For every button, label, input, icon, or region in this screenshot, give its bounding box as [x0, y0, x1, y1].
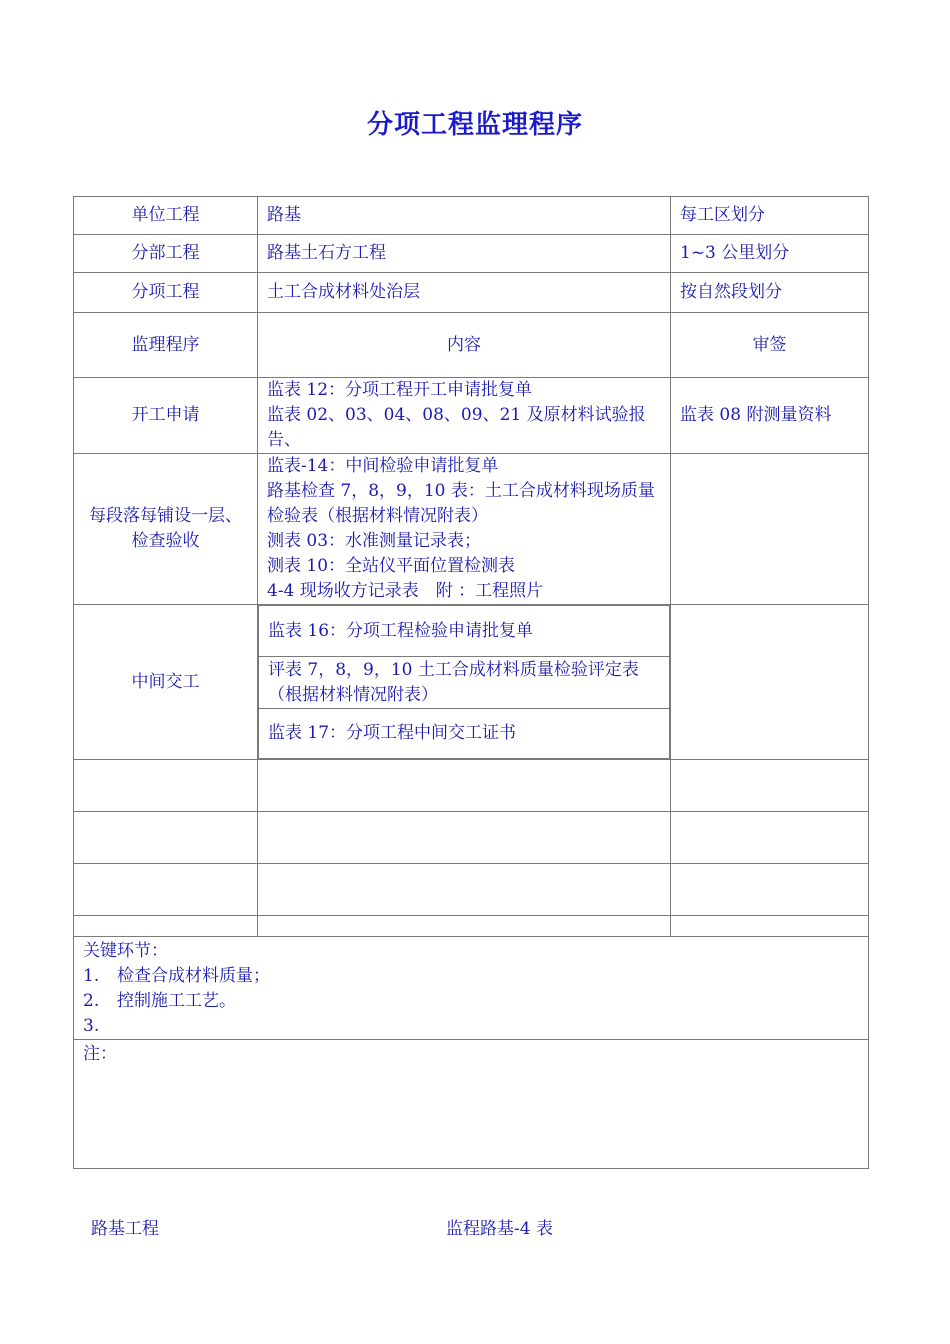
- content-line: 路基检查 7，8，9，10 表：土工合成材料现场质量检验表（根据材料情况附表）: [267, 481, 655, 526]
- footer-right: 监程路基-4 表: [446, 1219, 553, 1239]
- step-inspect-label: 每段落每铺设一层、检查验收: [74, 454, 258, 605]
- empty-row: [74, 864, 869, 916]
- part-value: 路基土石方工程: [258, 235, 671, 273]
- step-inspect-signoff: [671, 454, 869, 605]
- item-value: 土工合成材料处治层: [258, 273, 671, 313]
- key-points-cell: [74, 937, 869, 1040]
- empty-row: [74, 812, 869, 864]
- page-title: 分项工程监理程序: [366, 110, 583, 140]
- empty-row: [74, 760, 869, 812]
- content-line: 监表 02、03、04、08、09、21 及原材料试验报告、: [267, 405, 646, 450]
- note-cell: [74, 1040, 869, 1169]
- table-row: [74, 197, 869, 235]
- note-row: [74, 1040, 869, 1169]
- step-handover-row: [74, 605, 869, 760]
- content-line: 监表-14：中间检验申请批复单: [267, 456, 499, 476]
- step-handover-label: 中间交工: [74, 605, 258, 760]
- unit-value: 路基: [258, 197, 671, 235]
- note-label: 注：: [83, 1044, 117, 1064]
- step-start-signoff: 监表 08 附测量资料: [671, 378, 869, 454]
- content-line: 4-4 现场收方记录表 附 ：工程照片: [267, 581, 544, 601]
- col-procedure: 监理程序: [74, 313, 258, 378]
- col-content: 内容: [258, 313, 671, 378]
- step-start-content: [258, 378, 671, 454]
- part-label: 分部工程: [74, 235, 258, 273]
- item-division: 按自然段划分: [671, 273, 869, 313]
- unit-label: 单位工程: [74, 197, 258, 235]
- footer-left: 路基工程: [91, 1219, 159, 1239]
- table-row: [74, 273, 869, 313]
- key-points-heading: 关键环节：: [83, 941, 168, 961]
- key-point-item: 2. 控制施工工艺。: [83, 991, 236, 1011]
- procedure-table: [73, 196, 869, 1169]
- content-line: 测表 03：水准测量记录表；: [267, 531, 482, 551]
- key-points-row: [74, 937, 869, 1040]
- table-row: [74, 235, 869, 273]
- key-point-item: 3.: [83, 1016, 100, 1036]
- step-handover-signoff: [671, 605, 869, 760]
- content-line: 测表 10：全站仪平面位置检测表: [267, 556, 516, 576]
- step-handover-content: [258, 605, 671, 760]
- handover-subtable: [258, 605, 670, 759]
- column-header-row: [74, 313, 869, 378]
- step-start-label: 开工申请: [74, 378, 258, 454]
- item-label: 分项工程: [74, 273, 258, 313]
- key-point-item: 1. 检查合成材料质量；: [83, 966, 270, 986]
- empty-row: [74, 916, 869, 937]
- handover-item: 监表 17：分项工程中间交工证书: [259, 709, 670, 759]
- step-inspect-row: [74, 454, 869, 605]
- step-inspect-content: [258, 454, 671, 605]
- content-line: 监表 12：分项工程开工申请批复单: [267, 380, 533, 400]
- step-start-row: [74, 378, 869, 454]
- handover-item: 评表 7，8，9，10 土工合成材料质量检验评定表（根据材料情况附表）: [259, 657, 670, 709]
- handover-item: 监表 16：分项工程检验申请批复单: [259, 606, 670, 657]
- unit-division: 每工区划分: [671, 197, 869, 235]
- col-signoff: 审签: [671, 313, 869, 378]
- part-division: 1~3 公里划分: [671, 235, 869, 273]
